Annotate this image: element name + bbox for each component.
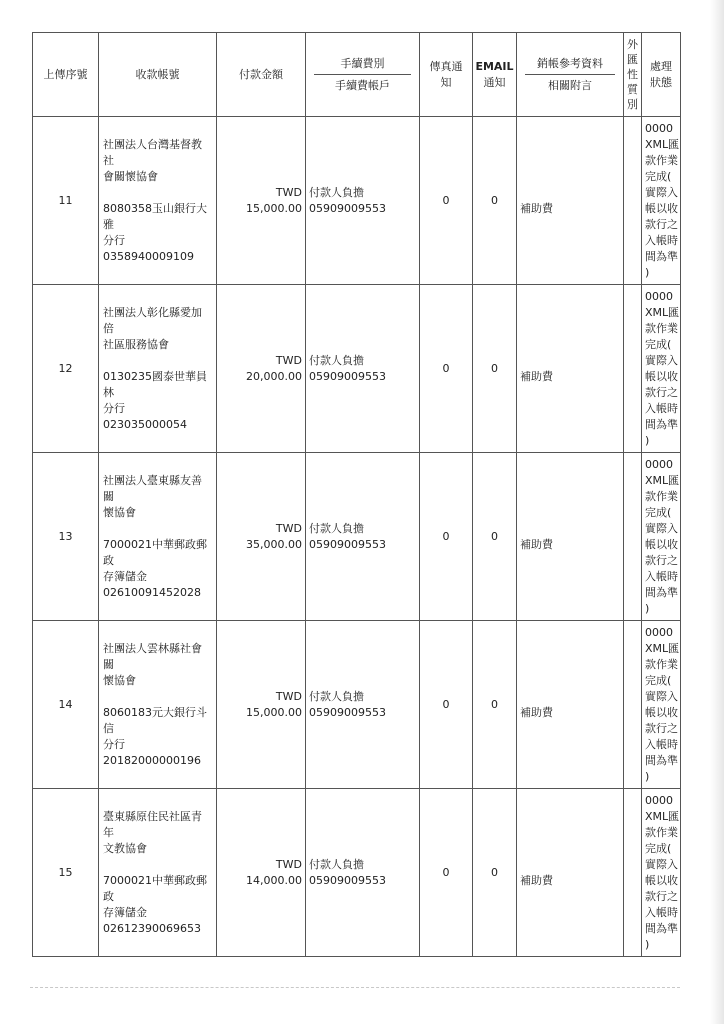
amount-currency: TWD	[275, 689, 302, 703]
cell-memo: 補助費	[517, 621, 624, 789]
cell-email: 0	[473, 453, 517, 621]
status-text-line: 完成(	[645, 673, 672, 687]
status-text-line: 帳以收	[645, 537, 678, 551]
status-text-line: 帳以收	[645, 201, 678, 215]
header-ref	[517, 33, 624, 117]
status-text-line: 入帳時	[645, 569, 678, 583]
status-text-line: 款行之	[645, 553, 678, 567]
status-text-line: 款行之	[645, 889, 678, 903]
header-ref-data: 銷帳參考資料	[525, 56, 615, 75]
status-text-line: 實際入	[645, 521, 678, 535]
table-row	[33, 621, 681, 789]
status-text-line: 實際入	[645, 857, 678, 871]
cell-amount	[217, 453, 306, 621]
payee-bank-line2: 存簿儲金	[103, 569, 147, 583]
header-fx-label: 外匯性質別	[627, 38, 638, 111]
cell-fx	[624, 117, 642, 285]
fee-account: 05909009553	[309, 369, 386, 383]
cell-payee	[99, 621, 217, 789]
table-header-row	[33, 33, 681, 117]
page-bottom-rule	[30, 987, 680, 988]
payee-account-number: 0358940009109	[103, 249, 194, 263]
status-text-line: 款作業	[645, 153, 678, 167]
payee-account-number: 02610091452028	[103, 585, 201, 599]
header-fee	[306, 33, 420, 117]
cell-payee	[99, 789, 217, 957]
status-text-line: 間為準	[645, 921, 678, 935]
cell-memo: 補助費	[517, 453, 624, 621]
payee-name-line1: 社團法人雲林縣社會關	[103, 641, 202, 671]
cell-status	[642, 621, 681, 789]
status-text-line: 間為準	[645, 585, 678, 599]
table-body	[33, 117, 681, 957]
status-text-line: 款作業	[645, 321, 678, 335]
status-text-line: 實際入	[645, 689, 678, 703]
header-amount: 付款金額	[217, 33, 306, 117]
status-code: 0000	[645, 121, 673, 135]
amount-currency: TWD	[275, 521, 302, 535]
payee-bank-line2: 分行	[103, 401, 125, 415]
cell-email: 0	[473, 117, 517, 285]
spacer	[103, 353, 212, 369]
status-text-line: 帳以收	[645, 873, 678, 887]
status-text-line: XML匯	[645, 473, 680, 487]
header-account: 收款帳號	[99, 33, 217, 117]
cell-status	[642, 285, 681, 453]
cell-seq: 15	[33, 789, 99, 957]
cell-fax: 0	[420, 453, 473, 621]
fee-account: 05909009553	[309, 873, 386, 887]
cell-fx	[624, 453, 642, 621]
payee-name-line1: 社團法人臺東縣友善關	[103, 473, 202, 503]
payee-account-number: 02612390069653	[103, 921, 201, 935]
status-text-line: 款行之	[645, 385, 678, 399]
status-code: 0000	[645, 793, 673, 807]
status-text-line: )	[645, 265, 650, 279]
payee-bank-line2: 存簿儲金	[103, 905, 147, 919]
status-text-line: 完成(	[645, 505, 672, 519]
amount-value: 14,000.00	[246, 873, 302, 887]
status-text-line: 實際入	[645, 353, 678, 367]
fee-type: 付款人負擔	[309, 185, 364, 199]
status-text-line: 完成(	[645, 169, 672, 183]
header-fax	[420, 33, 473, 117]
status-text-line: 款行之	[645, 217, 678, 231]
amount-currency: TWD	[275, 353, 302, 367]
status-text-line: )	[645, 433, 650, 447]
payee-name-line2: 文教協會	[103, 841, 147, 855]
status-text-line: XML匯	[645, 305, 680, 319]
payee-account-number: 023035000054	[103, 417, 187, 431]
cell-fee	[306, 117, 420, 285]
payee-name-line2: 會關懷協會	[103, 169, 158, 183]
fee-type: 付款人負擔	[309, 521, 364, 535]
status-text-line: 間為準	[645, 249, 678, 263]
payee-bank-line1: 8060183元大銀行斗信	[103, 705, 207, 735]
cell-amount	[217, 789, 306, 957]
cell-payee	[99, 453, 217, 621]
cell-payee	[99, 117, 217, 285]
status-text-line: XML匯	[645, 809, 680, 823]
cell-fax: 0	[420, 789, 473, 957]
header-status-line2: 狀態	[650, 75, 672, 89]
spacer	[103, 185, 212, 201]
cell-seq: 12	[33, 285, 99, 453]
payee-name-line2: 社區服務協會	[103, 337, 169, 351]
status-text-line: 帳以收	[645, 705, 678, 719]
amount-value: 15,000.00	[246, 705, 302, 719]
status-text-line: 款作業	[645, 825, 678, 839]
payee-name-line1: 社團法人台灣基督教社	[103, 137, 202, 167]
cell-fx	[624, 789, 642, 957]
payee-bank-line2: 分行	[103, 233, 125, 247]
cell-email: 0	[473, 621, 517, 789]
cell-fee	[306, 789, 420, 957]
header-seq: 上傳序號	[33, 33, 99, 117]
header-fax-line1: 傳真通	[429, 59, 463, 73]
status-text-line: 間為準	[645, 417, 678, 431]
cell-amount	[217, 117, 306, 285]
status-text-line: 款作業	[645, 489, 678, 503]
cell-email: 0	[473, 285, 517, 453]
header-status-line1: 處理	[650, 59, 672, 73]
spacer	[103, 521, 212, 537]
status-code: 0000	[645, 625, 673, 639]
cell-seq: 13	[33, 453, 99, 621]
header-email-line1: EMAIL	[475, 59, 514, 73]
payee-bank-line1: 0130235國泰世華員林	[103, 369, 207, 399]
cell-status	[642, 789, 681, 957]
payee-account-number: 20182000000196	[103, 753, 201, 767]
table-row	[33, 789, 681, 957]
payee-name-line2: 懷協會	[103, 505, 136, 519]
cell-status	[642, 453, 681, 621]
status-text-line: 入帳時	[645, 401, 678, 415]
status-text-line: 入帳時	[645, 737, 678, 751]
fee-type: 付款人負擔	[309, 353, 364, 367]
payee-bank-line1: 7000021中華郵政郵政	[103, 537, 207, 567]
cell-seq: 11	[33, 117, 99, 285]
status-code: 0000	[645, 289, 673, 303]
fee-type: 付款人負擔	[309, 857, 364, 871]
payee-name-line2: 懷協會	[103, 673, 136, 687]
amount-value: 15,000.00	[246, 201, 302, 215]
cell-fee	[306, 285, 420, 453]
cell-amount	[217, 285, 306, 453]
status-text-line: 實際入	[645, 185, 678, 199]
amount-currency: TWD	[275, 857, 302, 871]
cell-amount	[217, 621, 306, 789]
status-text-line: 款作業	[645, 657, 678, 671]
amount-currency: TWD	[275, 185, 302, 199]
status-text-line: 帳以收	[645, 369, 678, 383]
cell-fx	[624, 621, 642, 789]
cell-payee	[99, 285, 217, 453]
header-fee-type: 手續費別	[314, 56, 411, 75]
payee-bank-line1: 8080358玉山銀行大雅	[103, 201, 207, 231]
status-text-line: XML匯	[645, 641, 680, 655]
payee-name-line1: 社團法人彰化縣愛加倍	[103, 305, 202, 335]
status-text-line: 間為準	[645, 753, 678, 767]
fee-account: 05909009553	[309, 537, 386, 551]
header-fax-line2: 知	[440, 75, 452, 89]
status-text-line: )	[645, 937, 650, 951]
payee-bank-line1: 7000021中華郵政郵政	[103, 873, 207, 903]
status-text-line: )	[645, 601, 650, 615]
table-row	[33, 117, 681, 285]
table-row	[33, 285, 681, 453]
header-email-line2: 通知	[483, 75, 506, 89]
fee-type: 付款人負擔	[309, 689, 364, 703]
cell-fx	[624, 285, 642, 453]
cell-seq: 14	[33, 621, 99, 789]
amount-value: 20,000.00	[246, 369, 302, 383]
cell-fax: 0	[420, 117, 473, 285]
cell-memo: 補助費	[517, 285, 624, 453]
header-attach: 相關附言	[548, 78, 592, 92]
header-email	[473, 33, 517, 117]
status-text-line: 完成(	[645, 337, 672, 351]
cell-memo: 補助費	[517, 789, 624, 957]
amount-value: 35,000.00	[246, 537, 302, 551]
cell-fax: 0	[420, 621, 473, 789]
cell-email: 0	[473, 789, 517, 957]
cell-status	[642, 117, 681, 285]
header-fx	[624, 33, 642, 117]
status-text-line: 款行之	[645, 721, 678, 735]
header-fee-account: 手續費帳戶	[335, 78, 390, 92]
cell-memo: 補助費	[517, 117, 624, 285]
fee-account: 05909009553	[309, 201, 386, 215]
status-text-line: )	[645, 769, 650, 783]
status-text-line: 完成(	[645, 841, 672, 855]
remittance-table	[32, 32, 681, 957]
fee-account: 05909009553	[309, 705, 386, 719]
spacer	[103, 857, 212, 873]
payee-name-line1: 臺東縣原住民社區青年	[103, 809, 202, 839]
payee-bank-line2: 分行	[103, 737, 125, 751]
status-text-line: 入帳時	[645, 905, 678, 919]
cell-fee	[306, 453, 420, 621]
status-text-line: XML匯	[645, 137, 680, 151]
cell-fax: 0	[420, 285, 473, 453]
spacer	[103, 689, 212, 705]
scan-edge-shadow	[710, 0, 724, 1024]
cell-fee	[306, 621, 420, 789]
status-text-line: 入帳時	[645, 233, 678, 247]
table-row	[33, 453, 681, 621]
status-code: 0000	[645, 457, 673, 471]
header-status	[642, 33, 681, 117]
